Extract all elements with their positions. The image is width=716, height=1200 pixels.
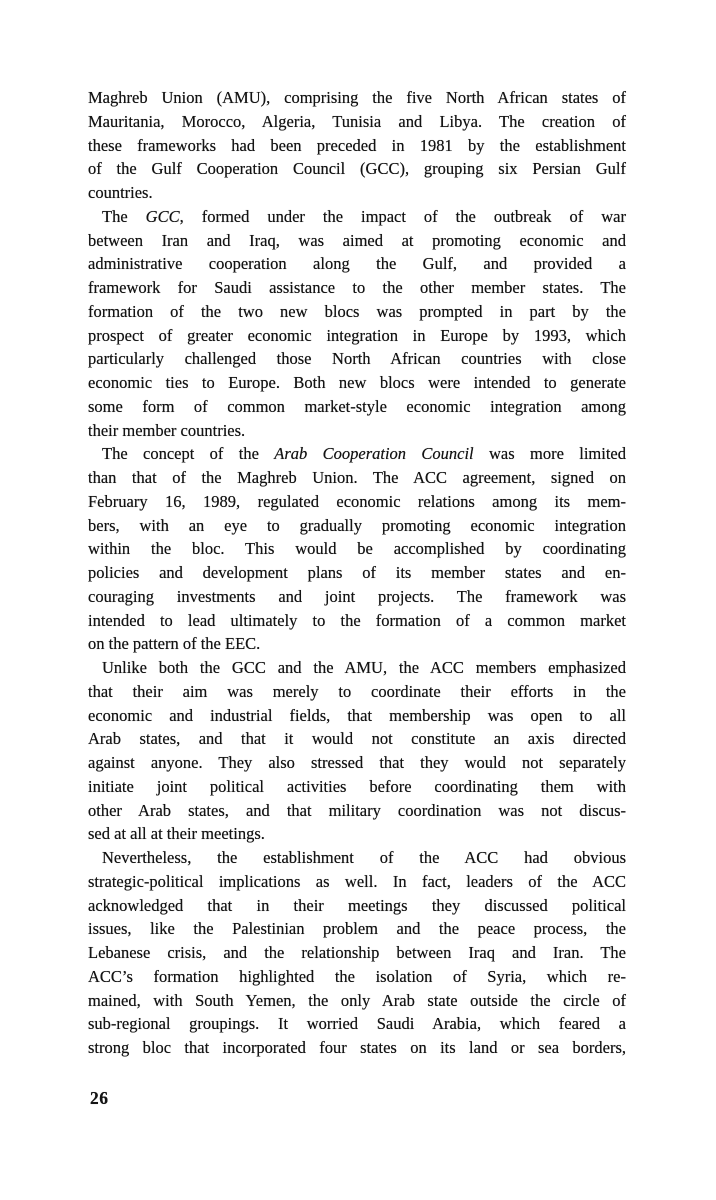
- text-segment: their member countries.: [88, 420, 246, 440]
- text-segment: particularly challenged those North African countries with close: [88, 349, 626, 369]
- text-line: [88, 1036, 626, 1060]
- text-line: [88, 632, 626, 656]
- text-line: [88, 561, 626, 585]
- text-segment: strong bloc that incorporated four states on its land or sea borders,: [88, 1038, 626, 1057]
- italic-term: Arab Cooperation Council: [274, 444, 474, 464]
- text-line: [88, 181, 626, 205]
- text-segment: strategic-political implications as well. In fact, leaders of the ACC: [88, 871, 626, 891]
- text-segment: Maghreb Union (AMU), comprising the five North African states of: [88, 88, 626, 107]
- text-line: [88, 727, 626, 751]
- text-line: [88, 205, 626, 229]
- text-segment: some form of common market-style economic integration among: [88, 396, 626, 416]
- text-segment: initiate joint political activities before coordinating them with: [88, 776, 626, 796]
- text-line: [88, 894, 626, 918]
- text-line: [88, 609, 626, 633]
- text-line: [88, 680, 626, 704]
- text-segment: was more limited: [473, 444, 627, 464]
- text-segment: sed at all at their meetings.: [88, 824, 265, 844]
- text-line: [88, 846, 626, 870]
- text-segment: issues, like the Palestinian problem and the peace process, the: [88, 919, 626, 939]
- text-line: [88, 490, 626, 514]
- text-line: [88, 300, 626, 324]
- italic-term: GCC: [145, 206, 180, 226]
- text-segment: The concept of the: [102, 444, 275, 464]
- text-segment: of the Gulf Cooperation Council (GCC), grouping six Persian Gulf: [88, 159, 626, 179]
- text-segment: other Arab states, and that military coordination was not discus-: [88, 800, 626, 820]
- text-segment: economic ties to Europe. Both new blocs were intended to generate: [88, 373, 626, 392]
- text-line: [88, 941, 626, 965]
- text-segment: within the bloc. This would be accomplished by coordinating: [88, 539, 626, 559]
- text-line: [88, 110, 626, 134]
- text-segment: , formed under the impact of the outbreak of war: [179, 206, 626, 226]
- text-line: [88, 395, 626, 419]
- text-line: [88, 537, 626, 561]
- text-line: [88, 134, 626, 158]
- text-line: [88, 751, 626, 775]
- text-segment: acknowledged that in their meetings they discussed political: [88, 895, 626, 915]
- text-segment: The: [102, 206, 146, 226]
- text-segment: Nevertheless, the establishment of the ACC had obvious: [102, 848, 626, 867]
- text-segment: on the pattern of the EEC.: [88, 634, 261, 654]
- text-segment: Lebanese crisis, and the relationship between Iraq and Iran. The: [88, 943, 626, 962]
- text-segment: February 16, 1989, regulated economic relations among its mem-: [88, 491, 626, 511]
- text-segment: these frameworks had been preceded in 1981 by the establishment: [88, 135, 626, 155]
- text-segment: mained, with South Yemen, the only Arab state outside the circle of: [88, 990, 626, 1010]
- text-segment: bers, with an eye to gradually promoting economic integration: [88, 515, 626, 535]
- text-line: [88, 656, 626, 680]
- text-block: [88, 86, 626, 1060]
- text-segment: between Iran and Iraq, was aimed at promoting economic and: [88, 230, 626, 250]
- text-line: [88, 157, 626, 181]
- text-line: [88, 799, 626, 823]
- text-segment: ACC’s formation highlighted the isolation of Syria, which re-: [88, 966, 626, 986]
- text-segment: intended to lead ultimately to the formation of a common market: [88, 610, 626, 630]
- text-line: [88, 917, 626, 941]
- text-segment: policies and development plans of its member states and en-: [88, 563, 626, 582]
- text-line: [88, 1012, 626, 1036]
- text-line: [88, 229, 626, 253]
- text-line: [88, 514, 626, 538]
- text-segment: formation of the two new blocs was prompted in part by the: [88, 301, 626, 321]
- text-line: [88, 822, 626, 846]
- text-segment: Arab states, and that it would not constitute an axis directed: [88, 729, 626, 749]
- text-line: [88, 324, 626, 348]
- text-segment: couraging investments and joint projects. The framework was: [88, 586, 626, 606]
- text-line: [88, 585, 626, 609]
- text-segment: Mauritania, Morocco, Algeria, Tunisia and Libya. The creation of: [88, 111, 626, 131]
- text-line: [88, 870, 626, 894]
- text-line: [88, 442, 626, 466]
- text-line: [88, 965, 626, 989]
- text-line: [88, 86, 626, 110]
- text-line: [88, 347, 626, 371]
- text-line: [88, 989, 626, 1013]
- text-segment: countries.: [88, 183, 153, 202]
- text-segment: against anyone. They also stressed that they would not separately: [88, 753, 626, 772]
- text-line: [88, 775, 626, 799]
- text-line: [88, 704, 626, 728]
- text-line: [88, 276, 626, 300]
- text-segment: framework for Saudi assistance to the other member states. The: [88, 278, 626, 297]
- text-segment: that their aim was merely to coordinate their efforts in the: [88, 681, 626, 701]
- text-line: [88, 466, 626, 490]
- text-segment: than that of the Maghreb Union. The ACC agreement, signed on: [88, 468, 626, 487]
- text-line: [88, 419, 626, 443]
- text-segment: administrative cooperation along the Gulf, and provided a: [88, 254, 626, 274]
- text-segment: economic and industrial fields, that membership was open to all: [88, 705, 626, 725]
- text-line: [88, 371, 626, 395]
- page-number: 26: [90, 1088, 109, 1108]
- text-segment: sub-regional groupings. It worried Saudi Arabia, which feared a: [88, 1014, 626, 1034]
- text-segment: prospect of greater economic integration in Europe by 1993, which: [88, 325, 626, 345]
- text-segment: Unlike both the GCC and the AMU, the ACC members emphasized: [102, 658, 626, 677]
- text-line: [88, 252, 626, 276]
